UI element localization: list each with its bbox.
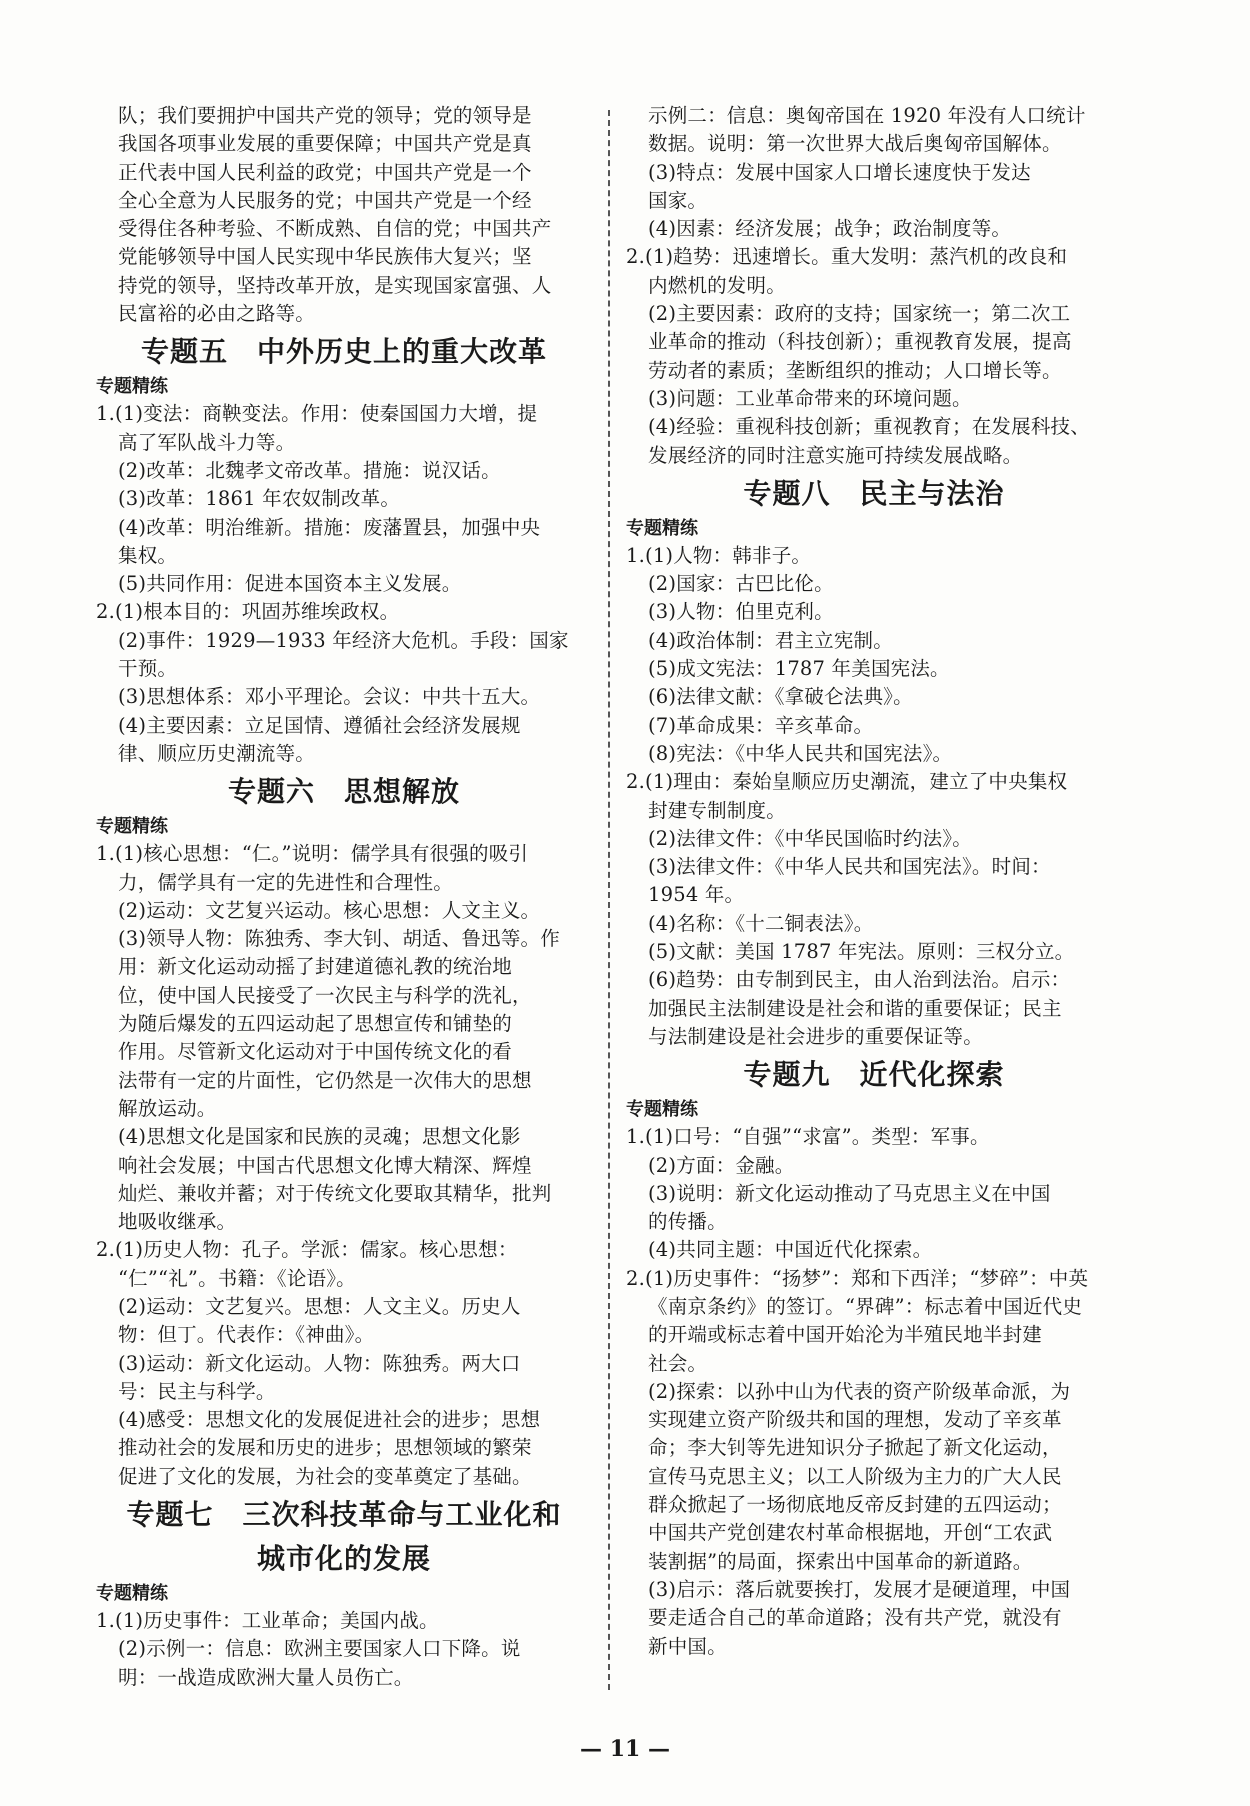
answer-line: 作用。尽管新文化运动对于中国传统文化的看 bbox=[118, 1040, 513, 1064]
answer-line: 位，使中国人民接受了一次民主与科学的洗礼， bbox=[118, 983, 532, 1007]
answer-line: 队；我们要拥护中国共产党的领导；党的领导是 bbox=[118, 104, 532, 127]
answer-line: 明：一战造成欧洲大量人员伤亡。 bbox=[118, 1665, 414, 1689]
answer-line: 民富裕的必由之路等。 bbox=[118, 302, 316, 326]
practice-subheading: 专题精练 bbox=[96, 1583, 168, 1605]
answer-line: 1.(1)变法：商鞅变法。作用：使秦国国力大增，提 bbox=[96, 402, 538, 426]
answer-line: (6)法律文献：《拿破仑法典》。 bbox=[648, 685, 913, 709]
answer-line: 促进了文化的发展，为社会的变革奠定了基础。 bbox=[118, 1464, 532, 1488]
answer-line: 正代表中国人民利益的政党；中国共产党是一个 bbox=[118, 160, 532, 184]
answer-line: (5)共同作用：促进本国资本主义发展。 bbox=[118, 572, 462, 596]
answer-line: 推动社会的发展和历史的进步；思想领域的繁荣 bbox=[118, 1436, 532, 1460]
answer-line: (2)运动：文艺复兴运动。核心思想：人文主义。 bbox=[118, 898, 541, 922]
answer-line: (3)人物：伯里克利。 bbox=[648, 600, 834, 624]
answer-line: 为随后爆发的五四运动起了思想宣传和铺垫的 bbox=[118, 1012, 513, 1036]
answer-line: 新中国。 bbox=[648, 1634, 727, 1658]
left-column bbox=[96, 102, 592, 1692]
answer-line: 命；李大钊等先进知识分子掀起了新文化运动， bbox=[648, 1436, 1062, 1460]
answer-line: (4)感受：思想文化的发展促进社会的进步；思想 bbox=[118, 1408, 541, 1432]
answer-line: (3)启示：落后就要挨打，发展才是硬道理，中国 bbox=[648, 1577, 1071, 1601]
answer-line: (2)法律文件：《中华民国临时约法》。 bbox=[648, 826, 972, 850]
answer-line: (6)趋势：由专制到民主，由人治到法治。启示： bbox=[648, 968, 1071, 992]
practice-subheading: 专题精练 bbox=[96, 376, 168, 398]
answer-line: 律、顺应历史潮流等。 bbox=[118, 741, 316, 765]
answer-line: 发展经济的同时注意实施可持续发展战略。 bbox=[648, 443, 1023, 467]
answer-line: 受得住各种考验、不断成熟、自信的党；中国共产 bbox=[118, 217, 552, 241]
answer-line: 地吸收继承。 bbox=[118, 1210, 237, 1234]
answer-line: 2.(1)理由：秦始皇顺应历史潮流，建立了中央集权 bbox=[626, 770, 1068, 794]
answer-line: 社会。 bbox=[648, 1351, 708, 1375]
answer-line: (4)改革：明治维新。措施：废藩置县，加强中央 bbox=[118, 515, 541, 539]
answer-line: 1.(1)人物：韩非子。 bbox=[626, 543, 812, 567]
section-heading: 专题六 思想解放 bbox=[227, 775, 460, 809]
answer-line: (2)改革：北魏孝文帝改革。措施：说汉话。 bbox=[118, 458, 501, 482]
answer-line: 干预。 bbox=[118, 657, 178, 681]
answer-line: (3)问题：工业革命带来的环境问题。 bbox=[648, 386, 972, 410]
answer-line: (3)说明：新文化运动推动了马克思主义在中国 bbox=[648, 1181, 1051, 1205]
section-heading: 专题九 近代化探索 bbox=[743, 1058, 1005, 1092]
answer-line: (2)运动：文艺复兴。思想：人文主义。历史人 bbox=[118, 1294, 521, 1318]
answer-line: 与法制建设是社会进步的重要保证等。 bbox=[648, 1024, 983, 1048]
answer-line: (3)运动：新文化运动。人物：陈独秀。两大口 bbox=[118, 1351, 521, 1375]
section-heading: 专题七 三次科技革命与工业化和 bbox=[126, 1498, 562, 1532]
answer-line: (3)改革：1861 年农奴制改革。 bbox=[118, 487, 401, 511]
answer-line: 实现建立资产阶级共和国的理想，发动了辛亥革 bbox=[648, 1408, 1062, 1432]
answer-line: (3)思想体系：邓小平理论。会议：中共十五大。 bbox=[118, 685, 541, 709]
column-divider bbox=[608, 110, 610, 1690]
answer-line: 国家。 bbox=[648, 188, 708, 212]
answer-line: 灿烂、兼收并蓄；对于传统文化要取其精华，批判 bbox=[118, 1181, 552, 1205]
answer-line: 号：民主与科学。 bbox=[118, 1379, 276, 1403]
answer-line: 力，儒学具有一定的先进性和合理性。 bbox=[118, 870, 453, 894]
answer-line: 《南京条约》的签订。“界碑”：标志着中国近代史 bbox=[648, 1294, 1083, 1318]
answer-line: 要走适合自己的革命道路；没有共产党，就没有 bbox=[648, 1606, 1062, 1630]
answer-line: 用：新文化运动动摇了封建道德礼教的统治地 bbox=[118, 955, 513, 979]
answer-line: 1.(1)核心思想：“仁。”说明：儒学具有很强的吸引 bbox=[96, 842, 529, 866]
section-heading: 专题五 中外历史上的重大改革 bbox=[140, 335, 547, 369]
answer-line: (5)成文宪法：1787 年美国宪法。 bbox=[648, 657, 950, 681]
answer-line: (2)示例一：信息：欧洲主要国家人口下降。说 bbox=[118, 1637, 521, 1661]
answer-line: (4)因素：经济发展；战争；政治制度等。 bbox=[648, 217, 1012, 241]
answer-line: 业革命的推动（科技创新）；重视教育发展，提高 bbox=[648, 330, 1072, 354]
answer-line: (4)政治体制：君主立宪制。 bbox=[648, 628, 893, 652]
answer-page bbox=[96, 102, 1162, 1702]
answer-line: 装割据”的局面，探索出中国革命的新道路。 bbox=[648, 1549, 1033, 1573]
answer-line: 内燃机的发明。 bbox=[648, 273, 786, 297]
answer-line: (5)文献：美国 1787 年宪法。原则：三权分立。 bbox=[648, 940, 1075, 964]
answer-line: 劳动者的素质；垄断组织的推动；人口增长等。 bbox=[648, 358, 1062, 382]
answer-line: 1954 年。 bbox=[648, 883, 745, 907]
answer-line: 解放运动。 bbox=[118, 1096, 217, 1120]
answer-line: 2.(1)历史人物：孔子。学派：儒家。核心思想： bbox=[96, 1238, 518, 1262]
answer-line: (4)共同主题：中国近代化探索。 bbox=[648, 1238, 933, 1262]
answer-line: (2)方面：金融。 bbox=[648, 1153, 795, 1177]
answer-line: 的开端或标志着中国开始沦为半殖民地半封建 bbox=[648, 1323, 1043, 1347]
right-column bbox=[626, 102, 1122, 1661]
section-heading: 城市化的发展 bbox=[256, 1542, 431, 1576]
answer-line: 2.(1)历史事件：“扬梦”：郑和下西洋；“梦碎”：中英 bbox=[626, 1266, 1089, 1290]
practice-subheading: 专题精练 bbox=[626, 517, 698, 539]
answer-line: (4)名称：《十二铜表法》。 bbox=[648, 911, 874, 935]
answer-line: 加强民主法制建设是社会和谐的重要保证；民主 bbox=[648, 996, 1062, 1020]
answer-line: 我国各项事业发展的重要保障；中国共产党是真 bbox=[118, 132, 532, 156]
answer-line: 中国共产党创建农村革命根据地，开创“工农武 bbox=[648, 1521, 1053, 1545]
answer-line: (8)宪法：《中华人民共和国宪法》。 bbox=[648, 741, 953, 765]
practice-subheading: 专题精练 bbox=[96, 816, 168, 838]
answer-line: 全心全意为人民服务的党；中国共产党是一个经 bbox=[118, 188, 532, 212]
answer-line: (3)特点：发展中国家人口增长速度快于发达 bbox=[648, 160, 1031, 184]
answer-line: 示例二：信息：奥匈帝国在 1920 年没有人口统计 bbox=[648, 104, 1086, 127]
answer-line: (4)主要因素：立足国情、遵循社会经济发展规 bbox=[118, 713, 521, 737]
practice-subheading: 专题精练 bbox=[626, 1099, 698, 1121]
answer-line: 2.(1)根本目的：巩固苏维埃政权。 bbox=[96, 600, 400, 624]
answer-line: 数据。说明：第一次世界大战后奥匈帝国解体。 bbox=[648, 132, 1062, 156]
answer-line: (3)法律文件：《中华人民共和国宪法》。时间： bbox=[648, 855, 1051, 879]
answer-line: 集权。 bbox=[118, 543, 178, 567]
answer-line: 物：但丁。代表作：《神曲》。 bbox=[118, 1323, 375, 1347]
answer-line: (3)领导人物：陈独秀、李大钊、胡适、鲁迅等。作 bbox=[118, 927, 560, 951]
answer-line: (2)探索：以孙中山为代表的资产阶级革命派，为 bbox=[648, 1379, 1071, 1403]
answer-line: 高了军队战斗力等。 bbox=[118, 430, 296, 454]
answer-line: 1.(1)口号：“自强”“求富”。类型：军事。 bbox=[626, 1125, 990, 1149]
answer-line: 群众掀起了一场彻底地反帝反封建的五四运动； bbox=[648, 1493, 1062, 1517]
answer-line: 党能够领导中国人民实现中华民族伟大复兴；坚 bbox=[118, 245, 532, 269]
answer-line: 2.(1)趋势：迅速增长。重大发明：蒸汽机的改良和 bbox=[626, 245, 1068, 269]
answer-line: “仁”“礼”。书籍：《论语》。 bbox=[118, 1266, 356, 1290]
answer-line: 法带有一定的片面性，它仍然是一次伟大的思想 bbox=[118, 1068, 532, 1092]
answer-line: 响社会发展；中国古代思想文化博大精深、辉煌 bbox=[118, 1153, 532, 1177]
answer-line: 1.(1)历史事件：工业革命；美国内战。 bbox=[96, 1609, 439, 1633]
answer-line: (4)思想文化是国家和民族的灵魂；思想文化影 bbox=[118, 1125, 521, 1149]
section-heading: 专题八 民主与法治 bbox=[743, 476, 1005, 510]
answer-line: (4)经验：重视科技创新；重视教育；在发展科技、 bbox=[648, 415, 1090, 439]
answer-line: (2)国家：古巴比伦。 bbox=[648, 572, 834, 596]
answer-line: 持党的领导，坚持改革开放，是实现国家富强、人 bbox=[118, 273, 552, 297]
answer-line: (7)革命成果：辛亥革命。 bbox=[648, 713, 874, 737]
answer-line: (2)主要因素：政府的支持；国家统一；第二次工 bbox=[648, 302, 1071, 326]
answer-line: 的传播。 bbox=[648, 1210, 727, 1234]
page-number: — 11 — bbox=[580, 1736, 670, 1762]
answer-line: 封建专制制度。 bbox=[648, 798, 786, 822]
answer-line: 宣传马克思主义；以工人阶级为主力的广大人民 bbox=[648, 1464, 1062, 1488]
answer-line: (2)事件：1929—1933 年经济大危机。手段：国家 bbox=[118, 628, 569, 652]
